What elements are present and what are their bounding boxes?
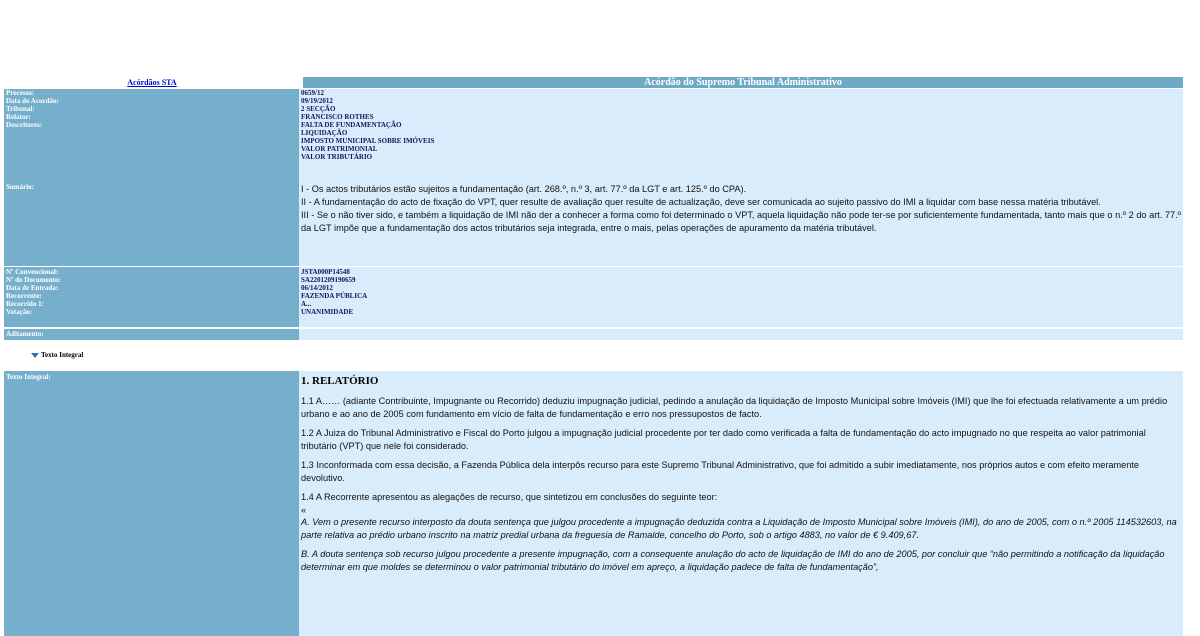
value-descritor: IMPOSTO MUNICIPAL SOBRE IMÓVEIS <box>301 137 435 145</box>
texto-integral-body <box>299 371 1183 636</box>
document-title: Acórdão do Supremo Tribunal Administrativo <box>303 77 1183 88</box>
aditamento-value-cell <box>299 329 1183 340</box>
value-votacao: UNANIMIDADE <box>301 308 354 316</box>
paragraph: 1.4 A Recorrente apresentou as alegações de recurso, que sintetizou em conclusões do seguinte teor: <box>301 492 718 502</box>
meta2-values <box>299 267 1183 327</box>
sumario-label-cell <box>4 181 300 266</box>
label-aditamento: Aditamento: <box>6 330 44 338</box>
label-n-convencional: Nº Convencional: <box>6 268 59 276</box>
section-heading: 1. RELATÓRIO <box>301 375 379 387</box>
value-recorrente: FAZENDA PÚBLICA <box>301 292 368 300</box>
label-votacao: Votação: <box>6 308 33 316</box>
sumario-line: I - Os actos tributários estão sujeitos a fundamentação (art. 268.º, n.º 3, art. 77.º da LGT e art. 125.º do CPA). <box>301 184 747 194</box>
label-recorrido: Recorrido 1: <box>6 300 44 308</box>
triangle-down-icon <box>31 353 39 358</box>
paragraph: 1.2 A Juiza do Tribunal Administrativo e Fiscal do Porto julgou a impugnação judicial procedente por ter dado como verificada a falta de fundamentação do acto impugnado no que respeita ao valor patrimonial tributário (VPT) que nele foi considerado. <box>301 428 1146 451</box>
meta1-labels <box>4 89 300 181</box>
quote-open-mark: « <box>301 504 307 515</box>
label-descritores: Descritores: <box>6 121 43 129</box>
label-recorrente: Recorrente: <box>6 292 42 300</box>
conclusion-b: B. A douta sentença sob recurso julgou procedente a presente impugnação, com a consequente anulação do acto de liquidação de IMI do ano de 2005, por concluir que “não permitindo a notificação da liquidação determinar em que moldes se determinou o valor patrimonial tributário do imóvel em apreço, a liquidação padece de falta de fundamentação”, <box>301 549 1165 572</box>
label-data-acordao: Data do Acordão: <box>6 97 59 105</box>
label-n-documento: Nº do Documento: <box>6 276 61 284</box>
value-n-documento: SA2201209190659 <box>301 276 356 284</box>
value-recorrido: A... <box>301 300 312 308</box>
header-row <box>4 77 1183 88</box>
aditamento-label-cell <box>4 329 300 340</box>
value-tribunal: 2 SECÇÃO <box>301 105 336 113</box>
value-descritor: LIQUIDAÇÃO <box>301 129 348 137</box>
paragraph: 1.1 A…… (adiante Contribuinte, Impugnante ou Recorrido) deduziu impugnação judicial, pedindo a anulação da liquidação de Imposto Municipal sobre Imóveis (IMI) que lhe foi efectuada relativamente a um prédio urbano e ao ano de 2005 com fundamento em vício de falta de fundamentação e erro nos pressupostos de facto. <box>301 396 1168 419</box>
value-relator: FRANCISCO ROTHES <box>301 113 374 121</box>
value-descritor: FALTA DE FUNDAMENTAÇÃO <box>301 121 402 129</box>
texto-integral-label-cell <box>4 371 300 636</box>
paragraph: 1.3 Inconformada com essa decisão, a Fazenda Pública dela interpôs recurso para este Supremo Tribunal Administrativo, que foi admitido a subir imediatamente, nos próprios autos e com efeito meramente devolutivo. <box>301 460 1140 483</box>
label-tribunal: Tribunal: <box>6 105 35 113</box>
value-data-acordao: 09/19/2012 <box>301 97 333 105</box>
meta2-labels <box>4 267 300 327</box>
header-left <box>4 77 300 88</box>
value-n-convencional: JSTA000P14548 <box>301 268 350 276</box>
value-descritor: VALOR PATRIMONIAL <box>301 145 378 153</box>
sumario-line: III - Se o não tiver sido, e também a liquidação de IMI não der a conhecer a forma como foi determinado o VPT, aquela liquidação não pode ter-se por suficientemente fundamentada, tanto mais que o n.º 2 do art. 77.º da LGT impõe que a fundamentação dos actos tributários seja integrada, entre o mais, pelas operações de apuramento da matéria tributável. <box>301 210 1182 233</box>
value-descritor: VALOR TRIBUTÁRIO <box>301 153 373 161</box>
sumario-value-cell <box>299 181 1183 266</box>
value-data-entrada: 06/14/2012 <box>301 284 333 292</box>
sumario-line: II - A fundamentação do acto de fixação do VPT, quer resulte de avaliação quer resulte de actualização, deve ser comunicada ao sujeito passivo do IMI a liquidar com base nessa matéria tributável. <box>301 197 1101 207</box>
conclusion-a: A. Vem o presente recurso interposto da douta sentença que julgou procedente a impugnação deduzida contra a Liquidação de Imposto Municipal sobre Imóveis (IMI), do ano de 2005, com o n.º 2005 114532603, na parte relativa ao prédio urbano inscrito na matriz predial urbana da freguesia de Ramalde, concelho do Porto, sob o artigo 4883, no valor de € 9.409,67. <box>301 517 1177 540</box>
label-data-entrada: Data de Entrada: <box>6 284 59 292</box>
acordaos-sta-link[interactable]: Acórdãos STA <box>127 78 177 87</box>
meta1-values <box>299 89 1183 181</box>
label-texto-integral: Texto Integral: <box>6 373 51 381</box>
texto-integral-toggle[interactable] <box>31 351 83 360</box>
label-sumario: Sumário: <box>6 183 34 191</box>
label-relator: Relator: <box>6 113 31 121</box>
value-processo: 0659/12 <box>301 89 324 97</box>
label-processo: Processo: <box>6 89 35 97</box>
texto-integral-toggle-label: Texto Integral <box>41 351 84 359</box>
